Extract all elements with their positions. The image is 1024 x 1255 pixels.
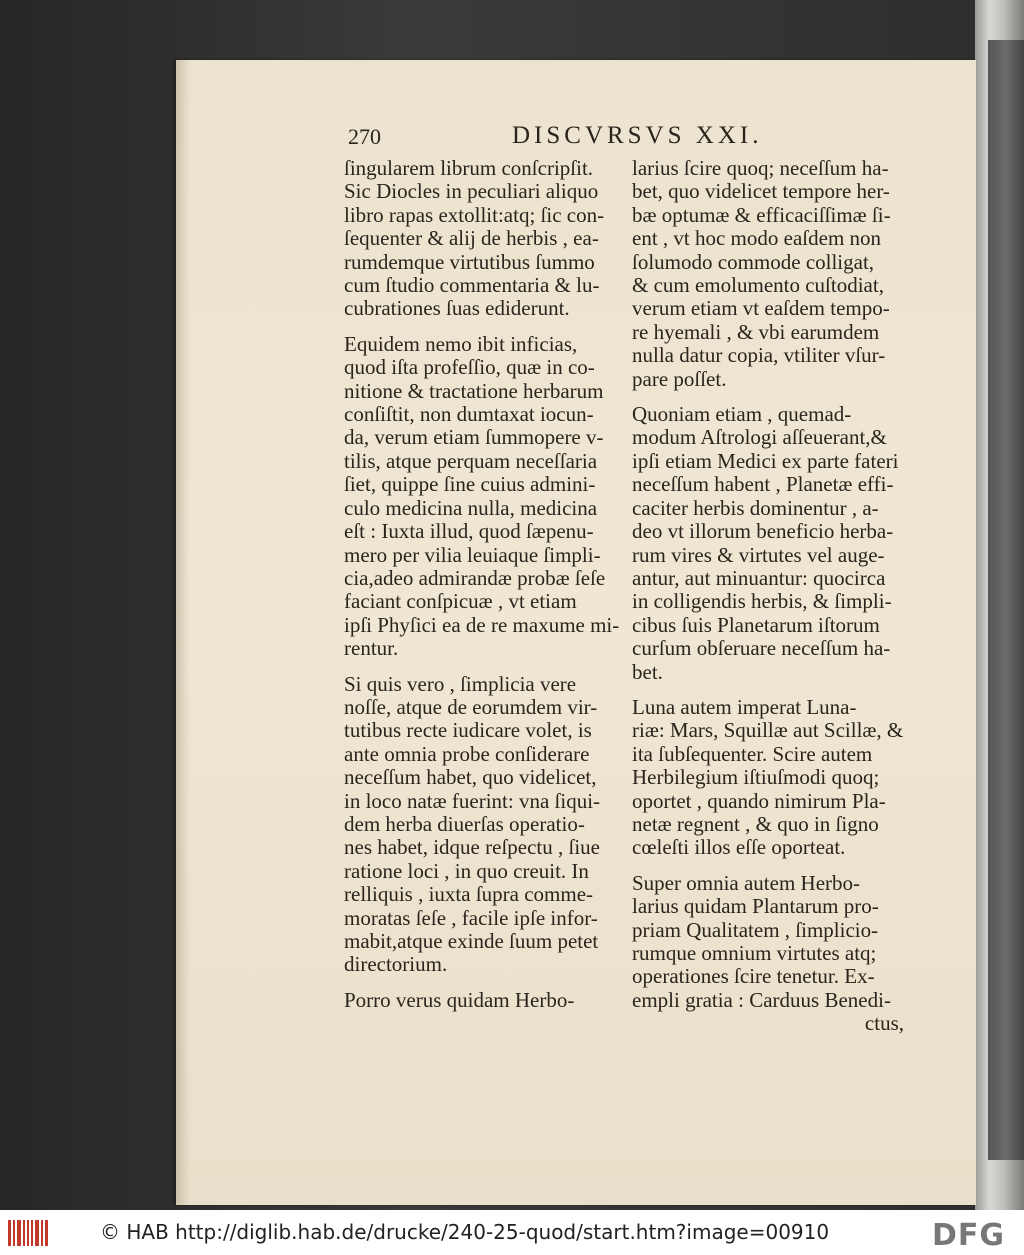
text-line: & cum emolumento cuſtodiat, <box>632 273 884 298</box>
text-line: cia,adeo admirandæ probæ ſeſe <box>344 565 606 590</box>
text-line: ſequenter & alij de herbis , ea- <box>344 226 599 251</box>
text-line: oportet , quando nimirum Pla- <box>632 788 886 813</box>
text-line: larius quidam Plantarum pro- <box>632 894 879 919</box>
paragraph-gap <box>632 860 904 872</box>
text-line: antur, aut minuantur: quocirca <box>632 565 886 590</box>
text-line: nitione & tractatione herbarum <box>344 378 604 403</box>
text-line: Luna autem imperat Luna- <box>632 694 857 719</box>
text-line: conſiſtit, non dumtaxat iocun- <box>344 402 594 427</box>
text-line: mabit,atque exinde ſuum petet <box>344 929 599 953</box>
text-line: priam Qualitatem , ſimplicio- <box>632 917 879 942</box>
text-line: ante omnia probe conſiderare <box>344 741 590 766</box>
text-line: riæ: Mars, Squillæ aut Scillæ, & <box>632 718 904 743</box>
text-line: eſt : Iuxta illud, quod ſæpenu- <box>344 519 594 544</box>
text-line: nulla datur copia, vtiliter vſur- <box>632 343 886 368</box>
dfg-logo: DFG <box>932 1218 1006 1253</box>
text-line: Quoniam etiam , quemad- <box>632 402 852 427</box>
text-line: bæ optumæ & efficaciſſimæ ſi- <box>632 202 891 227</box>
text-line: ratione loci , in quo creuit. In <box>344 858 589 883</box>
text-line: cum ſtudio commentaria & lu- <box>344 273 600 298</box>
text-line: moratas ſeſe , facile ipſe infor- <box>344 905 598 930</box>
text-line: tilis, atque perquam neceſſaria <box>344 448 598 473</box>
text-line: cubrationes ſuas ediderunt. <box>344 296 570 321</box>
page-gutter-shadow <box>176 60 190 1205</box>
catchword: ctus, <box>864 1011 904 1036</box>
text-line: bet, quo videlicet tempore her- <box>632 179 890 204</box>
book-edge-shadow <box>988 40 1024 1160</box>
text-line: Porro verus quidam Herbo- <box>344 987 575 1012</box>
paragraph-gap <box>344 661 627 673</box>
page-number: 270 <box>348 124 381 149</box>
barcode-logo-icon <box>8 1220 48 1246</box>
text-line: Herbilegium iſtiuſmodi quoq; <box>632 765 880 790</box>
text-line: faciant conſpicuæ , vt etiam <box>344 589 577 614</box>
text-line: netæ regnent , & quo in ſigno <box>632 811 879 836</box>
text-line: da, verum etiam ſummopere v- <box>344 425 604 450</box>
text-line: noſſe, atque de eorumdem vir- <box>344 694 598 719</box>
text-line: quod iſta profeſſio, quæ in co- <box>344 355 595 380</box>
text-line: nes habet, idque reſpectu , ſiue <box>344 835 600 860</box>
text-line: in loco natæ fuerint: vna ſiqui- <box>344 788 601 813</box>
text-line: ent , vt hoc modo eaſdem non <box>632 226 882 251</box>
text-line: ita ſubſequenter. Scire autem <box>632 741 873 766</box>
text-line: ipſi etiam Medici ex parte fateri <box>632 448 899 473</box>
text-line: cibus ſuis Planetarum iſtorum <box>632 612 880 637</box>
copyright-url[interactable]: © HAB http://diglib.hab.de/drucke/240-25-quod/start.htm?image=00910 <box>100 1220 830 1244</box>
text-line: ſingularem librum conſcripſit. <box>344 156 594 180</box>
text-line: deo vt illorum beneficio herba- <box>632 519 894 544</box>
book-page <box>176 60 976 1205</box>
text-line: re hyemali , & vbi earumdem <box>632 319 880 344</box>
text-line: neceſſum habet, quo videlicet, <box>344 765 597 790</box>
text-line: ipſi Phyſici ea de re maxume mi- <box>344 612 620 637</box>
text-line: in colligendis herbis, & ſimpli- <box>632 589 892 614</box>
text-line: bet. <box>632 659 663 684</box>
viewer-footer <box>0 1210 1024 1255</box>
text-line: Super omnia autem Herbo- <box>632 870 861 895</box>
text-line: rumque omnium virtutes atq; <box>632 941 877 965</box>
text-line: caciter herbis dominentur , a- <box>632 495 879 520</box>
paragraph-gap <box>344 977 627 989</box>
text-line: rum vires & virtutes vel auge- <box>632 542 885 567</box>
text-line: larius ſcire quoq; neceſſum ha- <box>632 156 889 180</box>
text-line: dem herba diuerſas operatio- <box>344 811 585 836</box>
text-line: relliquis , iuxta ſupra comme- <box>344 882 594 907</box>
left-text-column <box>344 157 627 1012</box>
text-line: operationes ſcire tenetur. Ex- <box>632 964 875 989</box>
text-line: rumdemque virtutibus ſummo <box>344 249 595 274</box>
right-text-column <box>632 157 904 1036</box>
text-line: curſum obſeruare neceſſum ha- <box>632 636 891 661</box>
text-line: libro rapas extollit:atq; ſic con- <box>344 202 605 227</box>
text-line: neceſſum habent , Planetæ effi- <box>632 472 894 497</box>
text-line: modum Aſtrologi aſſeuerant,& <box>632 425 887 450</box>
text-line: empli gratia : Carduus Benedi- <box>632 987 891 1012</box>
text-line: pare poſſet. <box>632 366 727 391</box>
text-line: ſiet, quippe ſine cuius admini- <box>344 472 596 497</box>
running-title: DISCVRSVS XXI. <box>512 122 763 149</box>
text-line: ſolumodo commode colligat, <box>632 249 875 274</box>
text-line: rentur. <box>344 636 399 661</box>
text-line: tutibus recte iudicare volet, is <box>344 718 592 743</box>
text-line: directorium. <box>344 952 448 977</box>
text-line: Sic Diocles in peculiari aliquo <box>344 179 599 204</box>
text-line: verum etiam vt eaſdem tempo- <box>632 296 890 321</box>
text-line: culo medicina nulla, medicina <box>344 495 598 520</box>
text-line: cœleſti illos eſſe oporteat. <box>632 835 846 860</box>
text-line: mero per vilia leuiaque ſimpli- <box>344 542 601 567</box>
text-line: Si quis vero , ſimplicia vere <box>344 671 577 696</box>
text-line: Equidem nemo ibit inficias, <box>344 331 578 356</box>
